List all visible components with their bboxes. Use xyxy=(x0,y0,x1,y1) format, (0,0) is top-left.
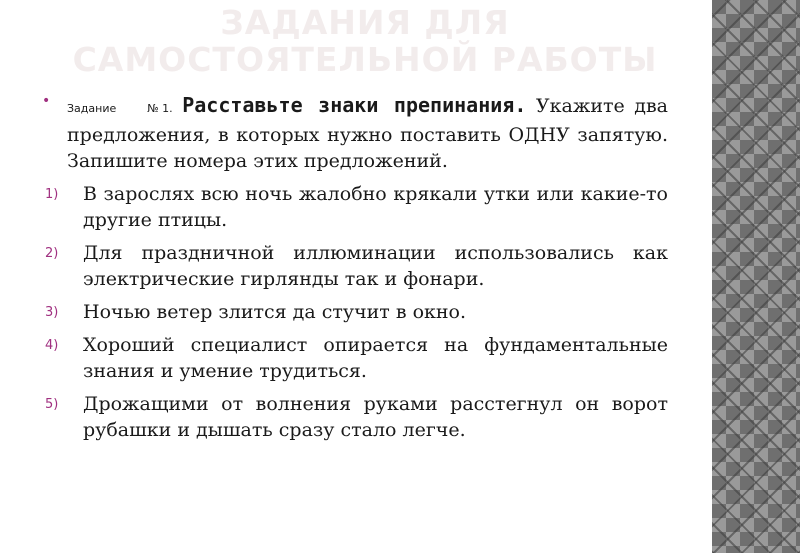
task-instructions: Укажите два предложения, в которых нужно поставить ОДНУ запятую. Запишите номера этих предложений. xyxy=(67,95,668,172)
slide-title xyxy=(40,4,690,78)
task-heading: Расставьте знаки препинания. xyxy=(182,93,527,117)
decorative-pattern-strip xyxy=(712,0,800,553)
sentence-list xyxy=(38,181,668,443)
list-item xyxy=(38,391,668,443)
task-intro xyxy=(38,92,668,174)
slide-title-line-1: ЗАДАНИЯ ДЛЯ xyxy=(220,3,510,42)
bullet-icon: • xyxy=(42,93,51,109)
list-item-text: Для праздничной иллюминации использовались как электрические гирлянды так и фонари. xyxy=(83,242,668,290)
list-item-number: 1) xyxy=(45,187,59,202)
list-item-text: Дрожащими от волнения руками расстегнул он ворот рубашки и дышать сразу стало легче. xyxy=(83,393,668,441)
list-item-number: 5) xyxy=(45,397,59,412)
pattern-overlay xyxy=(712,0,800,553)
slide-title-line-2: САМОСТОЯТЕЛЬНОЙ РАБОТЫ xyxy=(72,40,658,79)
list-item-text: Хороший специалист опирается на фундаментальные знания и умение трудиться. xyxy=(83,334,668,382)
list-item-number: 4) xyxy=(45,338,59,353)
list-item xyxy=(38,332,668,384)
list-item-number: 3) xyxy=(45,305,59,320)
list-item-number: 2) xyxy=(45,246,59,261)
list-item-text: В зарослях всю ночь жалобно крякали утки или какие-то другие птицы. xyxy=(83,183,668,231)
task-label: Задание №1. xyxy=(67,102,173,115)
list-item-text: Ночью ветер злится да стучит в окно. xyxy=(83,301,467,323)
slide-content xyxy=(38,92,668,443)
list-item xyxy=(38,240,668,292)
list-item xyxy=(38,181,668,233)
list-item xyxy=(38,299,668,325)
